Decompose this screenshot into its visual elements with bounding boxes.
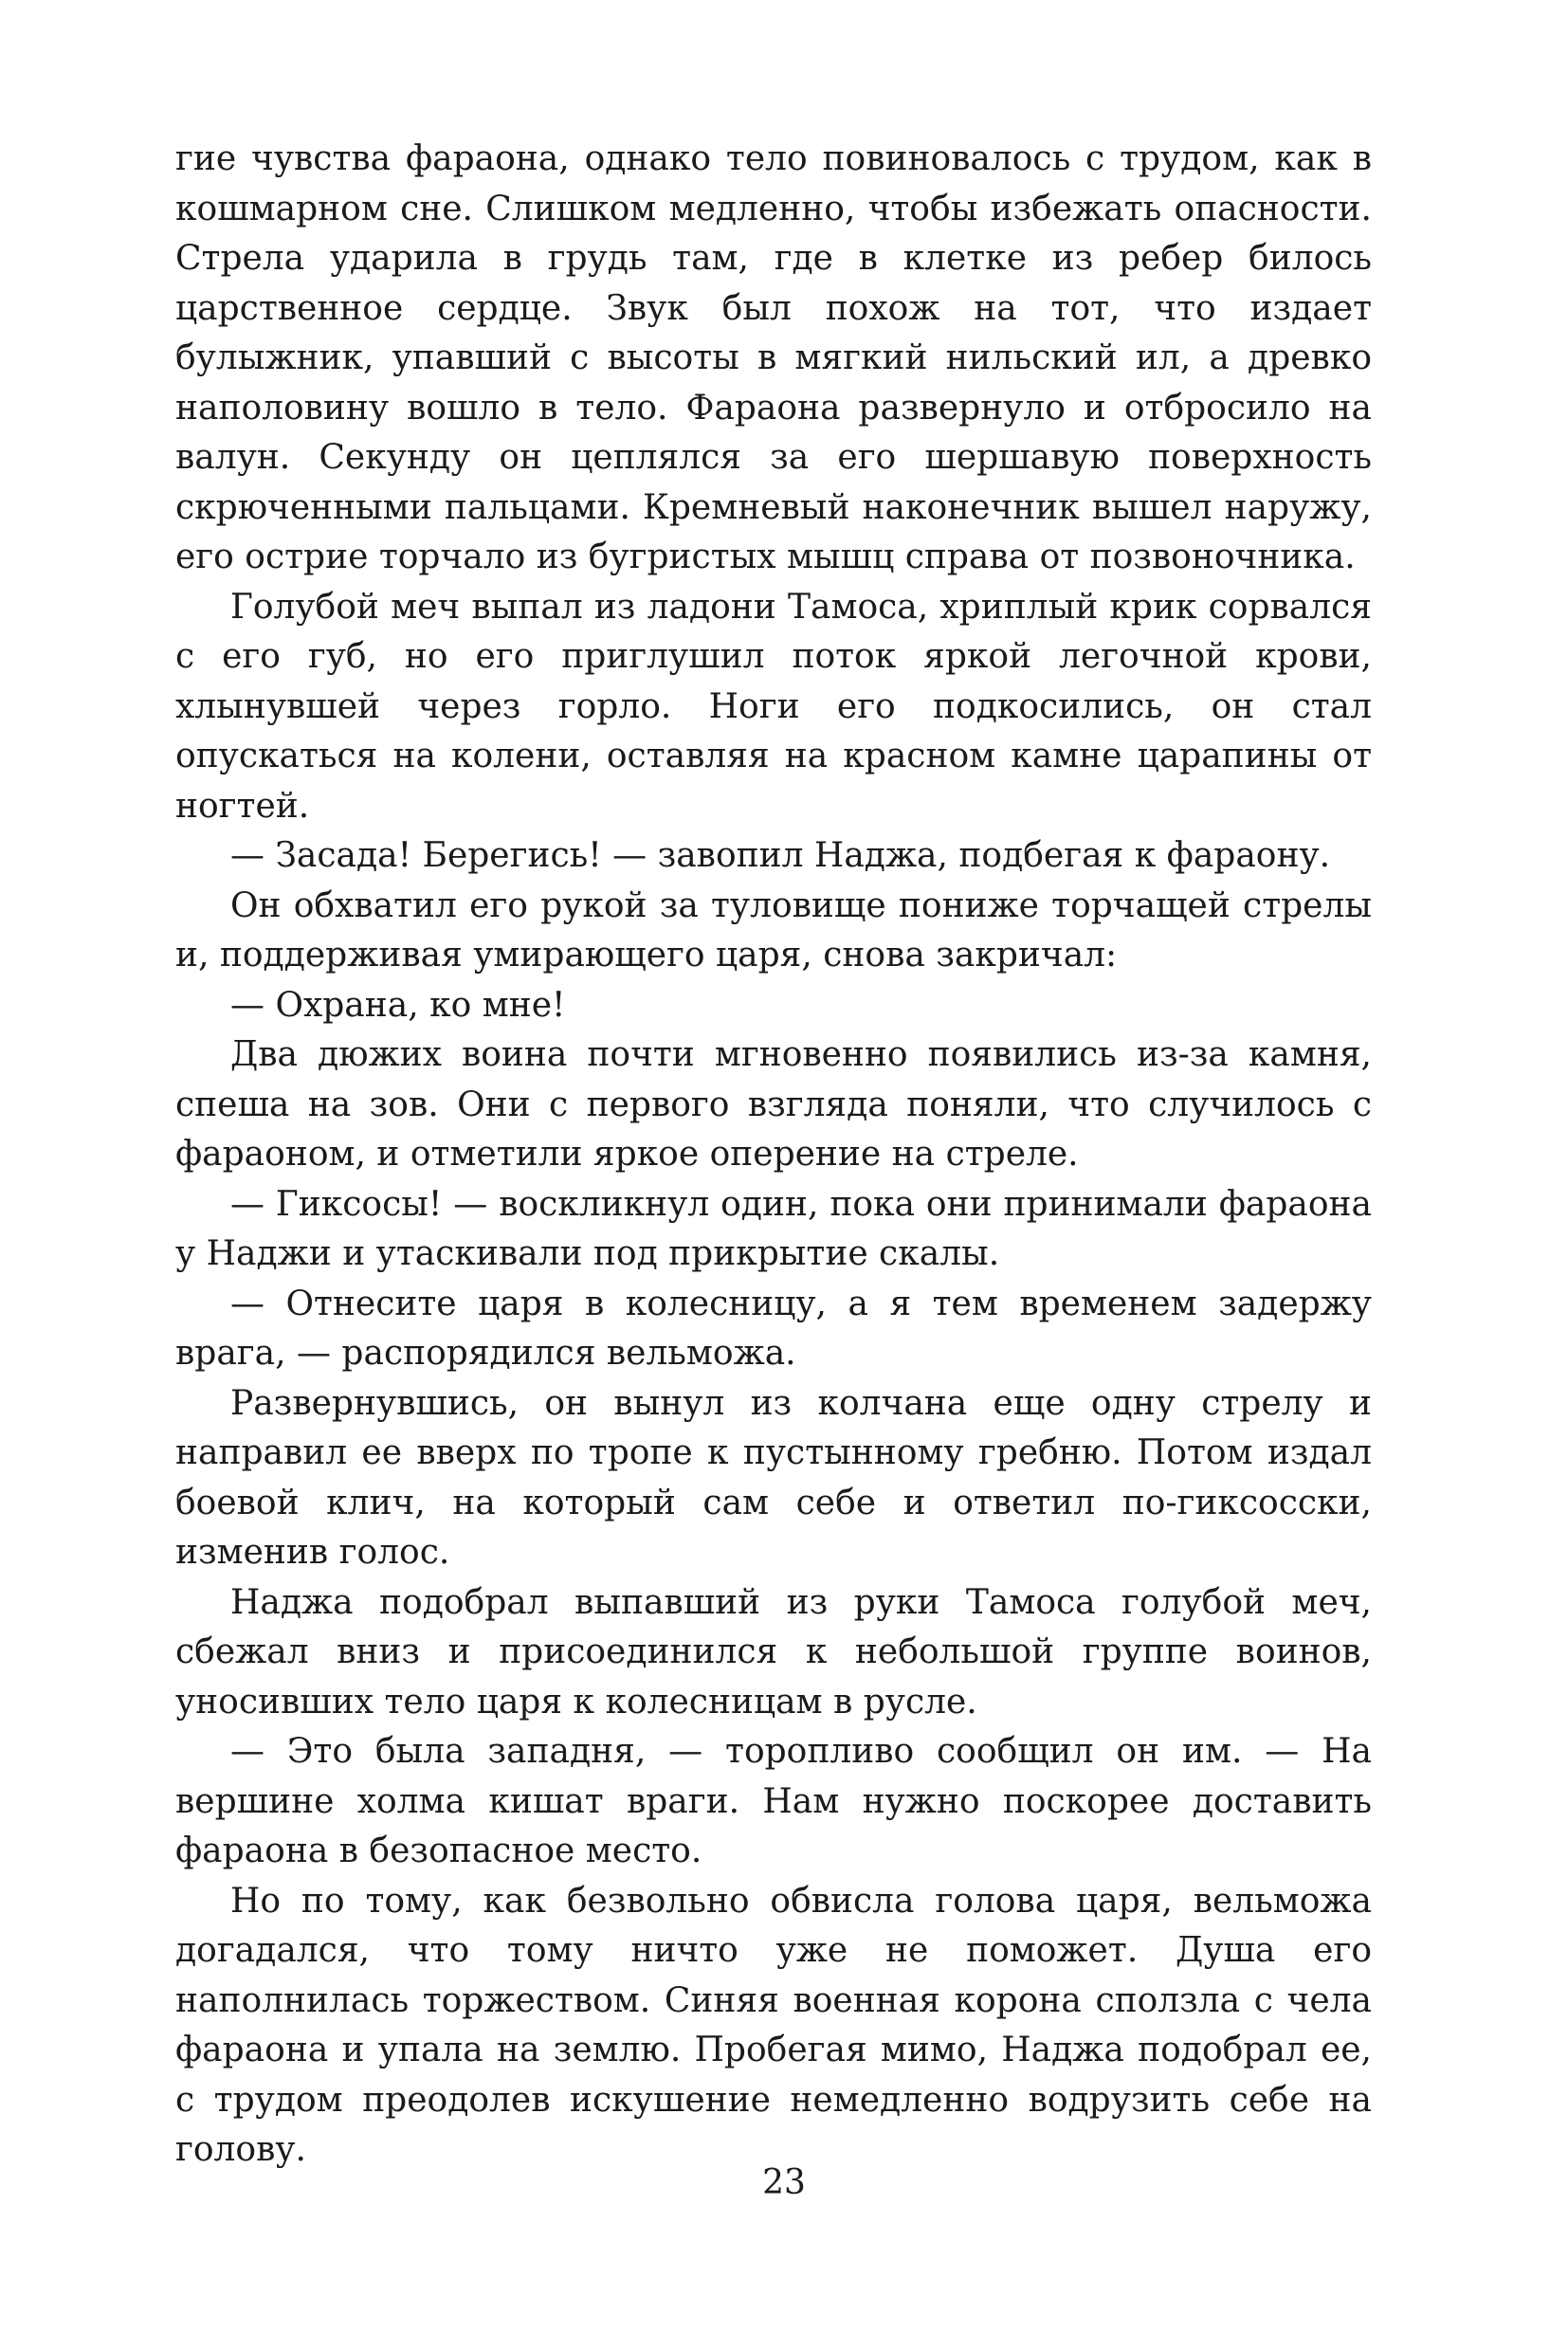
- paragraph: Но по тому, как безвольно обвисла голова царя, вельможа догадался, что тому ничто уже не поможет. Душа его наполнилась торжеством. Синяя военная корона сползла с чела фараона и упала на землю. Пробегая мимо, Наджа подобрал ее, с трудом преодолев искушение немедленно водрузить себе на голову.: [175, 1881, 1372, 2169]
- paragraph: гие чувства фараона, однако тело повиновалось с трудом, как в кошмарном сне. Слишком медленно, чтобы избежать опасности. Стрела ударила в грудь там, где в клетке из ребер билось царственное сердце. Звук был похож на тот, что издает булыжник, упавший с высоты в мягкий нильский ил, а древко наполовину вошло в тело. Фараона развернуло и отбросило на валун. Секунду он цеплялся за его шершавую поверхность скрюченными пальцами. Кремневый наконечник вышел наружу, его острие торчало из бугристых мышц справа от позвоночника.: [175, 139, 1372, 576]
- paragraph: Два дюжих воина почти мгновенно появились из-за камня, спеша на зов. Они с первого взгляда поняли, что случилось с фараоном, и отметили яркое оперение на стреле.: [175, 1035, 1372, 1174]
- dialogue-line: — Отнесите царя в колесницу, а я тем временем задержу врага, — распорядился вельможа.: [175, 1284, 1372, 1373]
- paragraph: Голубой меч выпал из ладони Тамоса, хриплый крик сорвался с его губ, но его приглушил поток яркой легочной крови, хлынувшей через горло. Ноги его подкосились, он стал опускаться на колени, оставляя на красном камне царапины от ногтей.: [175, 587, 1372, 826]
- dialogue-line: — Охрана, ко мне!: [230, 985, 566, 1025]
- paragraph: Развернувшись, он вынул из колчана еще одну стрелу и направил ее вверх по тропе к пустынному гребню. Потом издал боевой клич, на который сам себе и ответил по-гиксосски, изменив голос.: [175, 1383, 1372, 1572]
- page-body: [175, 135, 1372, 2176]
- dialogue-line: — Засада! Берегись! — завопил Наджа, подбегая к фараону.: [230, 836, 1331, 875]
- paragraph: Наджа подобрал выпавший из руки Тамоса голубой меч, сбежал вниз и присоединился к небольшой группе воинов, уносивших тело царя к колесницам в русле.: [175, 1582, 1372, 1722]
- dialogue-line: — Это была западня, — торопливо сообщил он им. — На вершине холма кишат враги. Нам нужно поскорее доставить фараона в безопасное место.: [175, 1732, 1372, 1870]
- dialogue-line: — Гиксосы! — воскликнул один, пока они принимали фараона у Наджи и утаскивали под прикрытие скалы.: [175, 1184, 1372, 1273]
- page-number: 23: [762, 2163, 806, 2202]
- paragraph: Он обхватил его рукой за туловище пониже торчащей стрелы и, поддерживая умирающего царя, снова закричал:: [175, 885, 1372, 975]
